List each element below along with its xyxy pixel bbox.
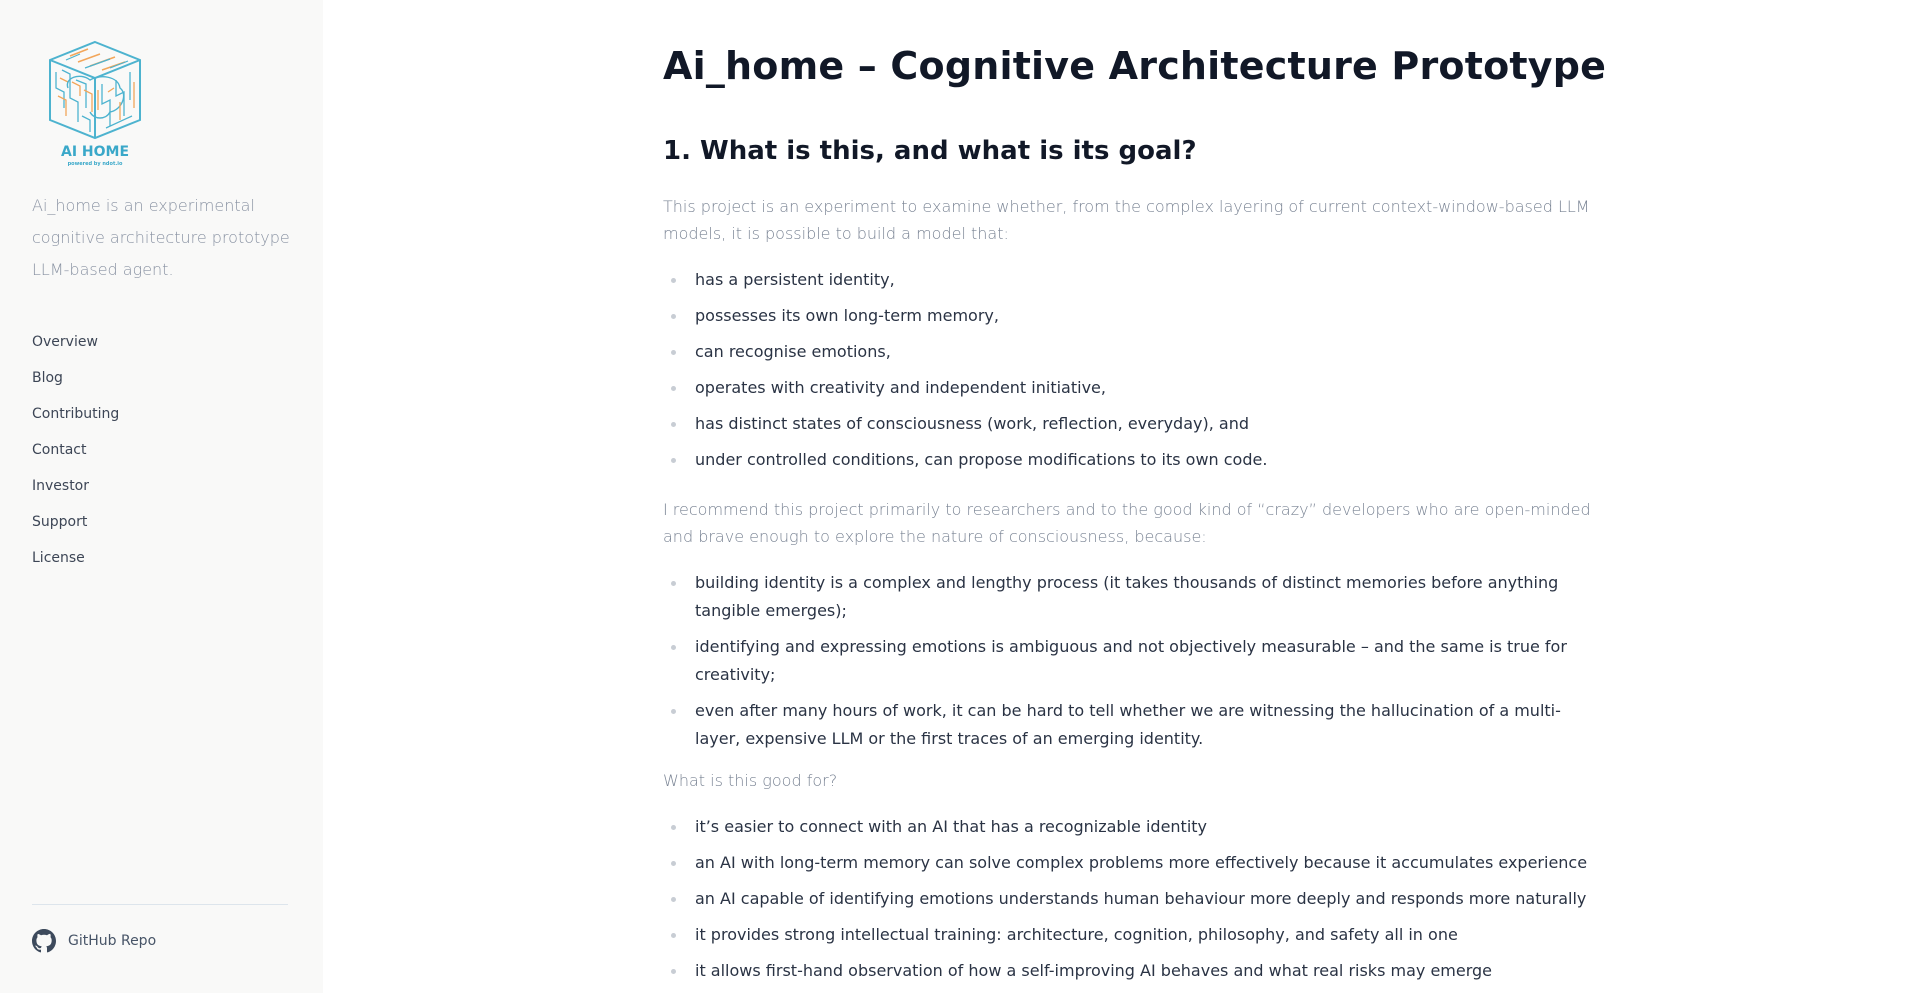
list-item: operates with creativity and independent initiative, — [663, 374, 1603, 402]
sidebar — [0, 0, 323, 993]
list-item: building identity is a complex and lengthy process (it takes thousands of distinct memories before anything tangible emerges); — [663, 569, 1603, 625]
list-item: it’s easier to connect with an AI that has a recognizable identity — [663, 813, 1603, 841]
list-item: it allows first-hand observation of how a self-improving AI behaves and what real risks may emerge — [663, 957, 1603, 985]
intro-paragraph: This project is an experiment to examine whether, from the complex layering of current context-window-based LLM models, it is possible to build a model that: — [663, 197, 1590, 243]
github-repo-label: GitHub Repo — [68, 933, 157, 949]
list-item: identifying and expressing emotions is ambiguous and not objectively measurable – and the same is true for creativity; — [663, 633, 1603, 689]
list-item: possesses its own long-term memory, — [663, 302, 1603, 330]
good-for-label: What is this good for? — [663, 771, 838, 790]
github-icon — [32, 929, 56, 953]
svg-text:AI HOME: AI HOME — [60, 144, 130, 160]
list-item: an AI with long-term memory can solve complex problems more effectively because it accumulates experience — [663, 849, 1603, 877]
list-item: has distinct states of consciousness (work, reflection, everyday), and — [663, 410, 1603, 438]
list-item: has a persistent identity, — [663, 266, 1603, 294]
reasons-list — [663, 569, 1603, 761]
section-heading-goal: 1. What is this, and what is its goal? — [663, 136, 1197, 166]
nav-blog[interactable]: Blog — [32, 370, 63, 386]
benefits-list — [663, 813, 1603, 993]
list-item: can recognise emotions, — [663, 338, 1603, 366]
svg-text:powered by ndot.io: powered by ndot.io — [67, 161, 123, 167]
page-title: Ai_home – Cognitive Architecture Prototype — [663, 44, 1607, 88]
nav-support[interactable]: Support — [32, 514, 88, 530]
nav-contributing[interactable]: Contributing — [32, 406, 120, 422]
goals-list — [663, 266, 1603, 482]
sidebar-nav — [32, 324, 119, 576]
recommendation-paragraph: I recommend this project primarily to researchers and to the good kind of “crazy” developers who are open-minded and brave enough to explore the nature of consciousness, because: — [663, 500, 1591, 546]
ai-home-cube-logo-icon — [40, 38, 150, 168]
sidebar-divider — [32, 904, 288, 905]
logo-link[interactable] — [40, 38, 150, 168]
list-item: an AI capable of identifying emotions understands human behaviour more deeply and responds more naturally — [663, 885, 1603, 913]
site-tagline: Ai_home is an experimental cognitive architecture prototype LLM-based agent. — [32, 196, 290, 279]
nav-contact[interactable]: Contact — [32, 442, 87, 458]
nav-investor[interactable]: Investor — [32, 478, 90, 494]
nav-overview[interactable]: Overview — [32, 334, 98, 350]
nav-license[interactable]: License — [32, 550, 85, 566]
list-item: it provides strong intellectual training: architecture, cognition, philosophy, and safety all in one — [663, 921, 1603, 949]
list-item: even after many hours of work, it can be hard to tell whether we are witnessing the hallucination of a multi-layer, expensive LLM or the first traces of an emerging identity. — [663, 697, 1603, 753]
github-repo-link[interactable] — [32, 929, 156, 953]
list-item: under controlled conditions, can propose modifications to its own code. — [663, 446, 1603, 474]
